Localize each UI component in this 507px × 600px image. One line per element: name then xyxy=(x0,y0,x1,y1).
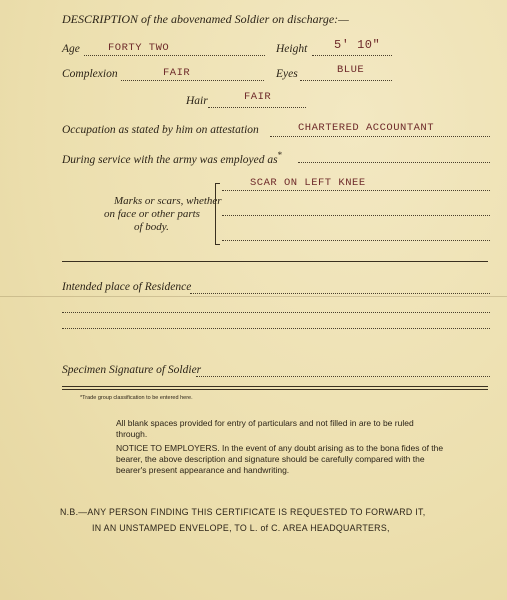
complexion-label: Complexion xyxy=(62,68,118,80)
height-line xyxy=(312,55,392,56)
residence-line-1 xyxy=(190,293,490,294)
complexion-line xyxy=(121,80,264,81)
residence-line-3 xyxy=(62,328,490,329)
marks-line-3 xyxy=(222,240,490,241)
marks-label-1: Marks or scars, whether xyxy=(114,195,222,207)
residence-label: Intended place of Residence xyxy=(62,281,192,293)
form-heading: DESCRIPTION of the abovenamed Soldier on discharge:— xyxy=(62,12,349,26)
age-value: FORTY TWO xyxy=(108,42,170,54)
signature-label: Specimen Signature of Soldier xyxy=(62,364,202,376)
instruction-blank-spaces: All blank spaces provided for entry of particulars and not filled in are to be ruled through. xyxy=(116,418,414,439)
eyes-value: BLUE xyxy=(337,64,365,76)
marks-bracket xyxy=(215,183,220,245)
marks-line-1 xyxy=(222,190,490,191)
divider-2 xyxy=(62,386,488,387)
footer-line-2: IN AN UNSTAMPED ENVELOPE, TO L. of C. AREA HEADQUARTERS, xyxy=(92,523,390,533)
marks-label-3: of body. xyxy=(134,221,169,233)
complexion-value: FAIR xyxy=(163,67,191,79)
residence-line-2 xyxy=(62,312,490,313)
occupation-line xyxy=(270,136,490,137)
footer-line-1: N.B.—ANY PERSON FINDING THIS CERTIFICATE IS REQUESTED TO FORWARD IT, xyxy=(60,507,426,517)
marks-line-2 xyxy=(222,215,490,216)
eyes-line xyxy=(300,80,392,81)
notice-to-employers: NOTICE TO EMPLOYERS. In the event of any doubt arising as to the bona fides of the bearer, the above description and signature should be carefully compared with the bearer's present appearance and handwriting. xyxy=(116,443,444,475)
paper-fold xyxy=(0,296,507,297)
trade-group-note: *Trade group classification to be entered here. xyxy=(80,395,193,401)
signature-line xyxy=(196,376,490,377)
employed-label: During service with the army was employed as* xyxy=(62,150,283,166)
divider-1 xyxy=(62,261,488,262)
divider-3 xyxy=(62,389,488,390)
height-value: 5' 10" xyxy=(334,38,381,52)
hair-line xyxy=(208,107,306,108)
age-line xyxy=(84,55,265,56)
occupation-label: Occupation as stated by him on attestation xyxy=(62,124,259,136)
marks-label-2: on face or other parts xyxy=(104,208,200,220)
hair-label: Hair xyxy=(186,95,208,107)
eyes-label: Eyes xyxy=(276,68,298,80)
age-label: Age xyxy=(62,43,80,55)
hair-value: FAIR xyxy=(244,91,272,103)
occupation-value: CHARTERED ACCOUNTANT xyxy=(298,122,435,134)
height-label: Height xyxy=(276,43,308,55)
employed-line xyxy=(298,162,490,163)
marks-value: SCAR ON LEFT KNEE xyxy=(250,177,366,189)
